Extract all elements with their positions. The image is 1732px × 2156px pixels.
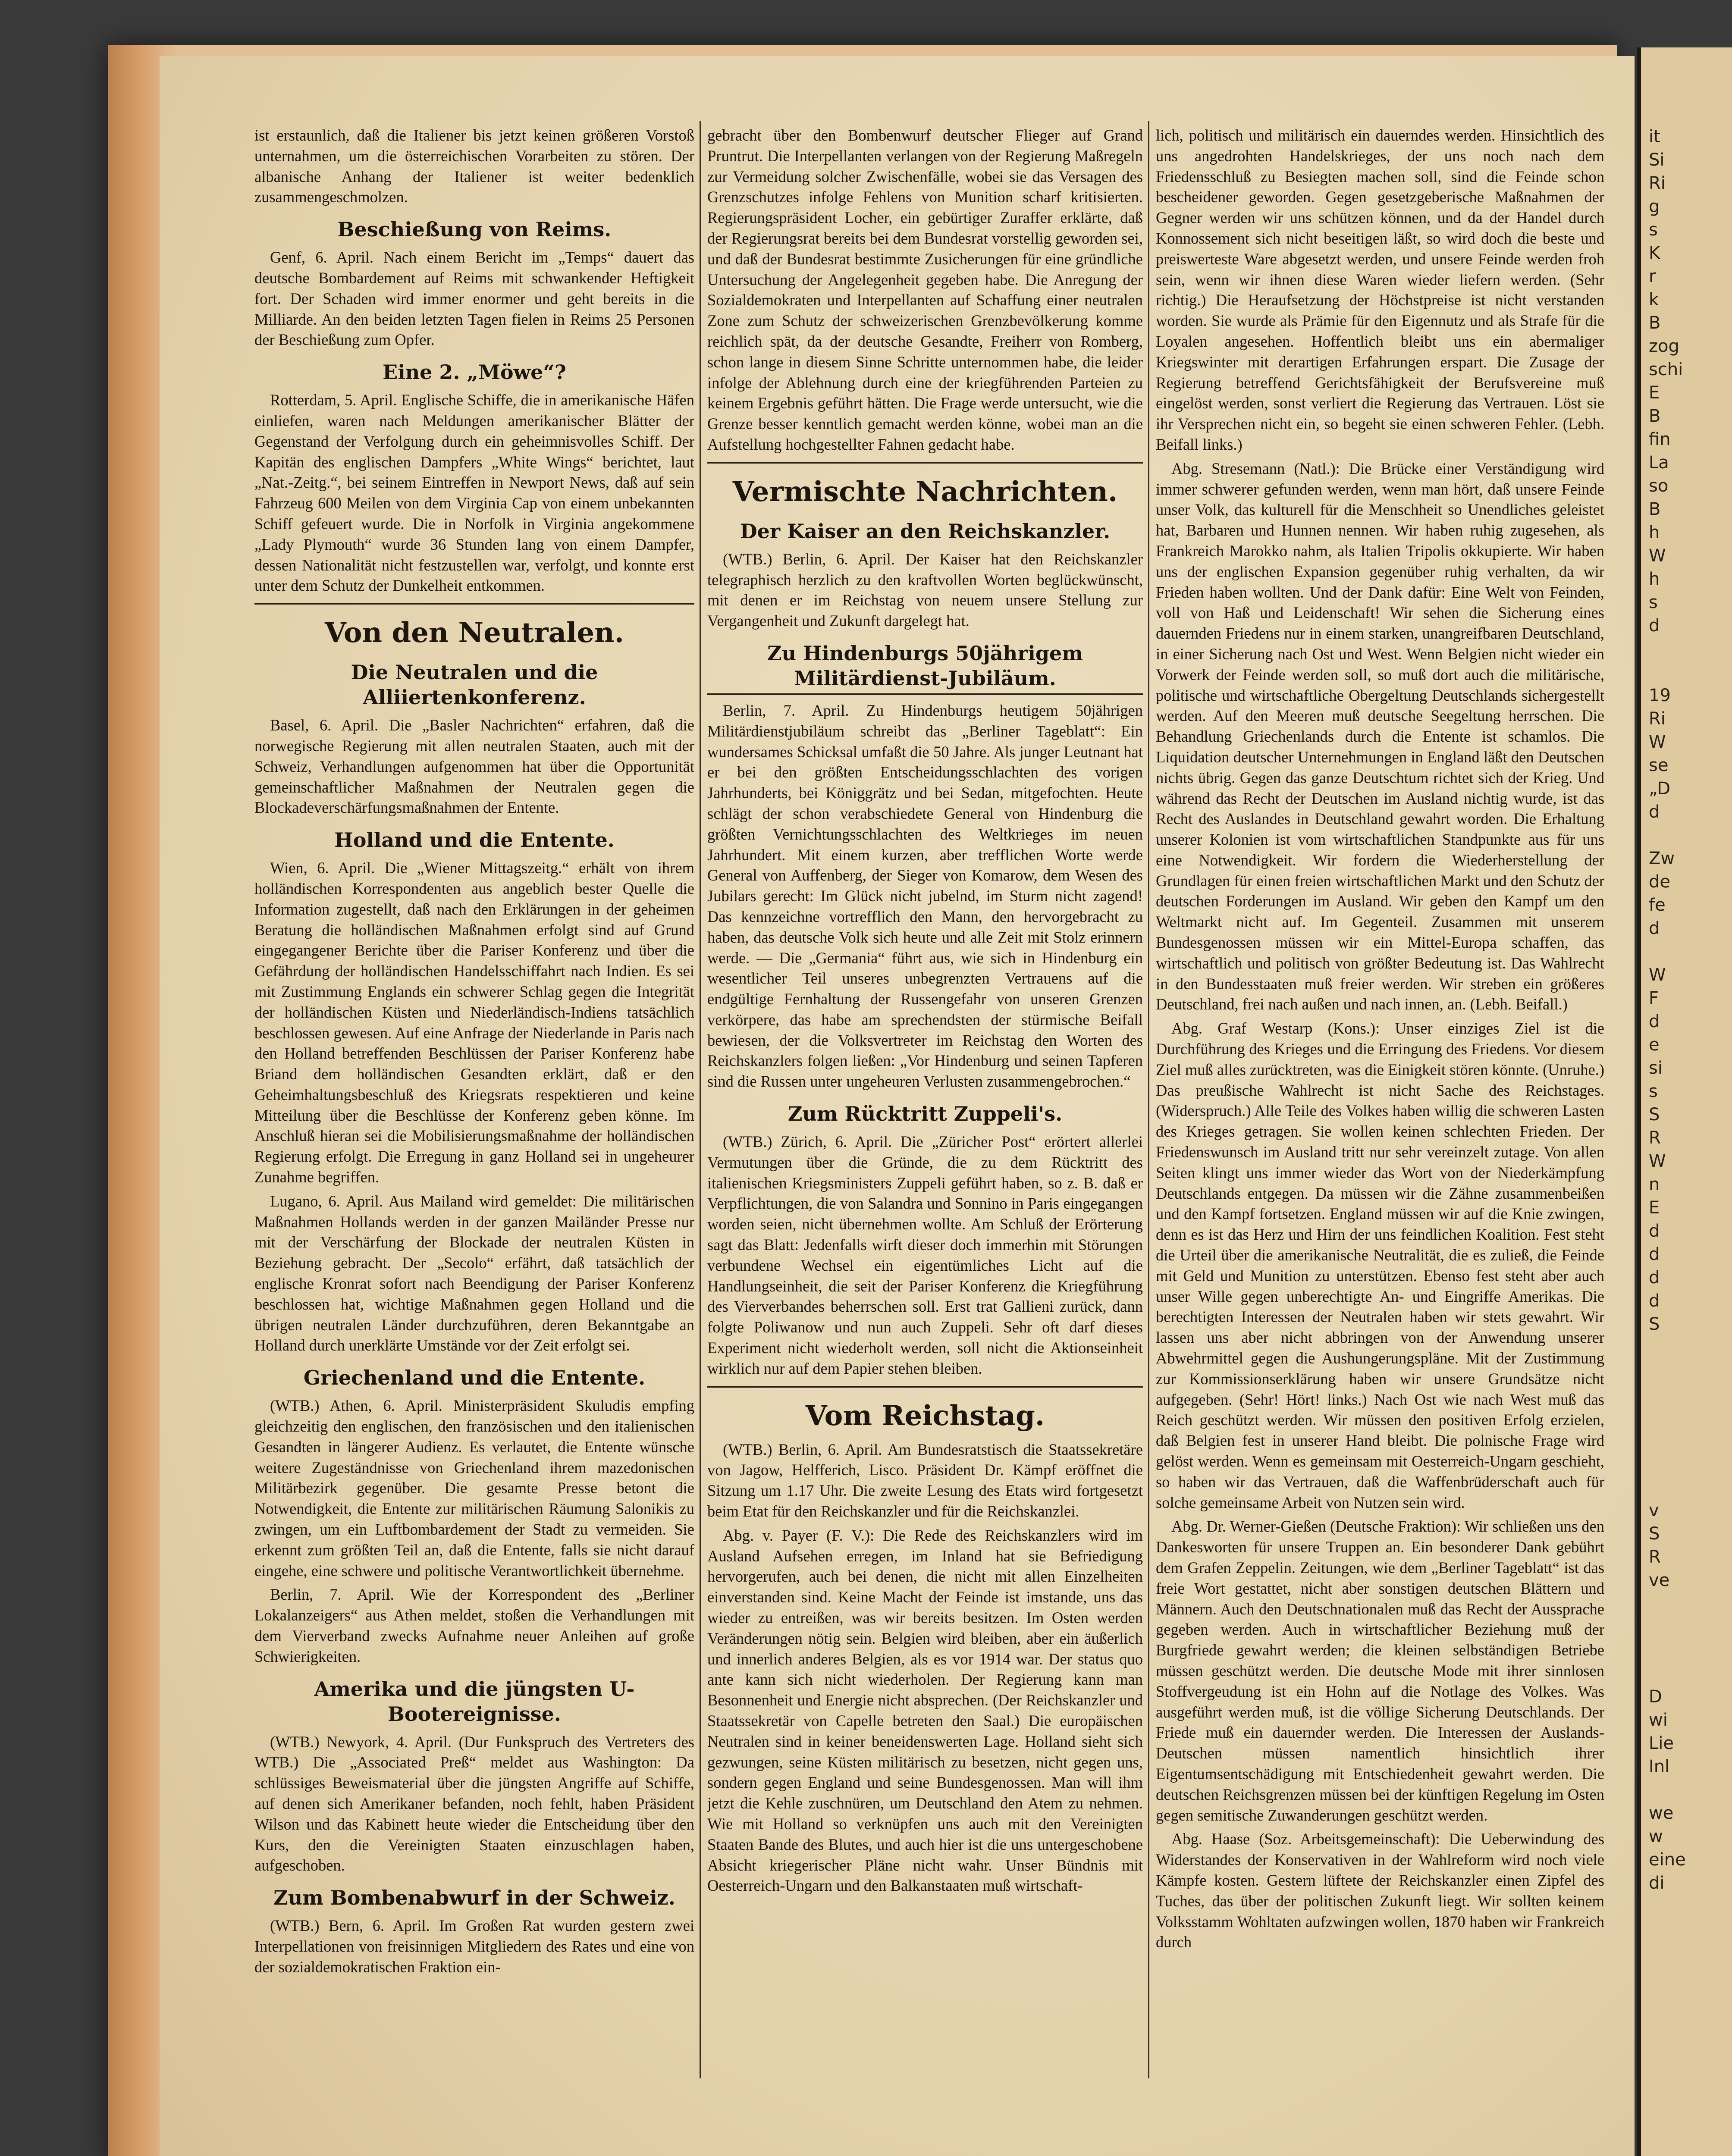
article-text: Abg. Dr. Werner-Gießen (Deutsche Fraktion): Wir schließen uns den Dankesworten für unsere Truppen an. Ein besonderer Dank gebührt dem Grafen Zeppelin. Zeitungen, wie dem „Berliner Tageblatt“ ist das freie Wort gestattet, nicht aber sonstigen deutschen Blättern und Männern. Auch den Deutschnationalen muß das Recht der Aussprache gegeben werden. Auch in wirtschaftlicher Beziehung muß der Burgfriede gewahrt werden; die kleinen selbständigen Betriebe müssen geschützt werden. Die deutsche Mode mit ihrer sinnlosen Stoffvergeudung ist ein Hohn auf die Notlage des Volkes. Was ausgeführt werden muß, ist die völlige Sicherung Deutschlands. Der Friede muß ein dauernder werden. Die Interessen der Auslands-Deutschen müssen namentlich hinsichtlich ihrer Eigentumsentschädigung mit Entschiedenheit gewahrt werden. Die deutschen Reichsgrenzen müssen bei der künftigen Regelung im Osten gegen semitische Zuwanderungen geschützt werden. [1156,1517,1604,1824]
article-text: Berlin, 7. April. Wie der Korrespondent des „Berliner Lokalanzeigers“ aus Athen meldet, stoßen die Verhandlungen mit dem Vierverband zwecks Aufnahme neuer Anleihen auf große Schwierigkeiten. [254,1586,694,1665]
section-title-misc: Vermischte Nachrichten. [732,475,1118,508]
column-rule [1148,121,1149,2078]
article-text: lich, politisch und militärisch ein dauerndes werden. Hinsichtlich des uns angedrohten Handelskrieges, der uns noch nach dem Friedensschluß zu Besiegten machen soll, sind die Feinde schon bescheidener geworden. Gegen gesetzgeberische Maßnahmen der Gegner werden wir uns schützen können, und da der Handel durch Konnossement sich nicht beseitigen läßt, so wird doch die beste und preiswerteste Ware abgesetzt werden, und unsere Feinde werden froh sein, wenn wir ihnen diese Waren wieder liefern werden. (Sehr richtig.) Die Heraufsetzung der Höchstpreise ist nicht verstanden worden. Sie wurde als Prämie für den Eigennutz und als Strafe für die Loyalen angesehen. Hoffentlich bleibt uns ein abermaliger Kriegswinter mit derartigen Erfahrungen erspart. Die Zusage der Regierung betreffend Gerichtsfähigkeit der Berufsvereine muß eingelöst werden, sonst verliert die Regierung das Vertrauen. Löst sie ihr Versprechen nicht ein, so begeht sie einen schweren Fehler. (Lebh. Beifall links.) [1156,126,1604,453]
article-text: (WTB.) Berlin, 6. April. Am Bundesratstisch die Staatssekretäre von Jagow, Helfferich, Lisco. Präsident Dr. Kämpf eröffnet die Sitzung um 1.17 Uhr. Die zweite Lesung des Etats wird fortgesetzt beim Etat für den Reichskanzler und für die Reichskanzlei. [707,1440,1143,1520]
headline-america: Amerika und die jüngsten U-Bootereignisse. [314,1677,635,1726]
headline-holland: Holland und die Entente. [334,828,615,852]
headline-reims: Beschießung von Reims. [337,218,612,241]
article-text: (WTB.) Newyork, 4. April. (Dur Funkspruch des Vertreters des WTB.) Die „Associated Preß“ meldet aus Washington: Da schlüssiges Beweismaterial über die jüngsten Angriffe auf Schiffe, auf denen sich Amerikaner befanden, noch fehlt, haben Präsident Wilson und das Kabinett heute wieder die Entscheidung über den Kurs, den die Vereinigten Staaten einzuschlagen haben, aufgeschoben. [254,1733,694,1874]
article-text: (WTB.) Bern, 6. April. Im Großen Rat wurden gestern zwei Interpellationen von freisinnigen Mitgliedern des Rates und eine von der sozialdemokratischen Fraktion ein- [254,1917,694,1976]
next-page-edge [1637,47,1732,2156]
section-divider [254,603,694,605]
article-text: (WTB.) Athen, 6. April. Ministerpräsident Skuludis empfing gleichzeitig den englischen, den französischen und den italienischen Gesandten in längerer Audienz. Es verlautet, die Entente wünsche weitere Zugeständnisse von Griechenland ihrem mazedonischen Militärbezirk gegenüber. Die gesamte Presse betont die Notwendigkeit, die Entente zur militärischen Räumung Salonikis zu zwingen, um ein Luftbombardement der Stadt zu vermeiden. Sie erkennt zum größten Teil an, daß die Entente, falls sie nicht darauf eingehe, eine schwere und politische Verantwortlichkeit übernehme. [254,1397,694,1579]
headline-neutrals-conference: Die Neutralen und die Alliiertenkonferenz. [351,661,598,709]
section-divider [707,462,1143,464]
article-text: Abg. Graf Westarp (Kons.): Unser einziges Ziel ist die Durchführung des Krieges und die Erringung des Friedens. Vor diesem Ziel muß alles zurücktreten, was die Einigkeit stören könnte. (Unruhe.) Das preußische Wahlrecht ist nicht Sache des Reichstages. (Widerspruch.) Alle Teile des Volkes haben willig die schweren Lasten des Krieges getragen. Sie wollen keinen schlechten Frieden. Der Friedenswunsch im Ausland tritt nur sehr vereinzelt zutage. Von allen Seiten klingt uns immer wieder das Wort von der Niederkämpfung Deutschlands entgegen. Da müssen wir die Zähne zusammenbeißen und den Kampf fortsetzen. England müssen wir auf die Knie zwingen, denn es ist das Herz und Hirn der uns feindlichen Koalition. Fest steht die Urteil über die amerikanische Neutralität, die es zuließ, die Feinde mit Geld und Munition zu unterstützen. Ebenso fest steht aber auch unser Wille gegen unberechtigte An- und Eingriffe Amerikas. Die berechtigten Interessen der Neutralen haben wir stets gewahrt. Wir lassen uns aber nicht abbringen von der Anwendung unserer Abwehrmittel gegen die Aushungerungspläne. Mit der Zustimmung zur Kommissionserklärung haben wir unsere Grundsätze nicht aufgegeben. (Sehr! Hört! links.) Nach Ost wie nach West muß das Reich geschützt werden. Wir müssen den positiven Erfolg erzielen, daß Belgien fest in unserer Hand bleibt. Die polnische Frage wird gelöst werden. Wenn es gemeinsam mit Oesterreich-Ungarn geschieht, so haben wir das Vertrauen, daß die Waffenbrüderschaft auch für solche gemeinsame Arbeit von Nutzen sein wird. [1156,1019,1604,1511]
column-1 [254,125,694,2074]
headline-moewe: Eine 2. „Möwe“? [383,360,566,384]
section-title-neutrals: Von den Neutralen. [325,617,624,649]
article-text: Berlin, 7. April. Zu Hindenburgs heutigem 50jährigen Militärdienstjubiläum schreibt das „Berliner Tageblatt“: Ein wundersames Schicksal umfaßt die 50 Jahre. Als junger Leutnant hat er bei den größten Entscheidungsschlachten des vorigen Jahrhunderts, bei Königgrätz und bei Sedan, mitgefochten. Heute schlägt der schon verabschiedete General von Hindenburg die größten Vernichtungsschlachten des Weltkrieges im neuen Jahrhundert. Mit einem kurzen, aber trefflichen Worte werde General von Auffenberg, der Sieger von Komarow, dem Wesen des Jubilars gerecht: Im Glück nicht jubelnd, im Sturm nicht zagend! Das kennzeichne vortrefflich den Mann, den hervorgebracht zu haben, das deutsche Volk sich heute und alle Zeit mit Stolz erinnern werde. — Die „Germania“ führt aus, wie sich in Hindenburg ein wesentlicher Teil unseres unbegrenzten Vertrauens auf die endgültige Fernhaltung der Russengefahr von unseren Grenzen verkörpere, das habe am sprechendsten der stürmische Beifall bewiesen, der die Volksvertreter im Reichstag den Worten des Reichskanzlers folgen ließen: „Vor Hindenburg und seinen Tapferen sind die Russen unter ungeheuren Verlusten zusammengebrochen.“ [707,701,1143,1091]
column-2 [707,125,1143,2074]
article-text: gebracht über den Bombenwurf deutscher Flieger auf Grand Pruntrut. Die Interpellanten verlangen von der Regierung Maßregeln zur Vermeidung solcher Zwischenfälle, wobei sie das Versagen des Grenzschutzes infolge Fehlens von Munition scharf kritisierten. Regierungspräsident Locher, ein gebürtiger Zuraffer erklärte, daß der Regierungsrat bereits bei dem Bundesrat vorstellig geworden sei, und daß der Bundesrat bestimmte Zusicherungen für eine gründliche Untersuchung der Angelegenheit gegeben habe. Die Anregung der Sozialdemokraten und Interpellanten auf Schaffung einer neutralen Zone zum Schutz der schweizerischen Grenzbevölkerung komme reichlich spät, da der deutsche Gesandte, Freiherr von Romberg, schon lange in diesem Sinne Schritte unternommen habe, die leider infolge der Ablehnung durch eine der kriegführenden Parteien zu keinem Ergebnis geführt hätten. Die Frage werde untersucht, wie die Grenze besser kenntlich gemacht werden könne, wobei man an die Aufstellung hochgestellter Fahnen gedacht habe. [707,126,1143,453]
column-3 [1156,125,1604,2074]
section-divider [707,1386,1143,1388]
article-text: ist erstaunlich, daß die Italiener bis jetzt keinen größeren Vorstoß unternahmen, um die österreichischen Vorarbeiten zu stören. Der albanische Anhang der Italiener ist weiter bedenklich zusammengeschmolzen. [254,126,694,206]
article-text: Abg. Haase (Soz. Arbeitsgemeinschaft): Die Ueberwindung des Widerstandes der Konservativen in der Wahlreform wird noch viele Kämpfe kosten. Gestern lüftete der Reichskanzler einen Zipfel des Tuches, das über der politischen Zukunft liegt. Wir sollten keinem Volksstamm Wohltaten aufzwingen wollen, 1870 haben wir Frankreich durch [1156,1830,1604,1951]
article-text: Basel, 6. April. Die „Basler Nachrichten“ erfahren, daß die norwegische Regierung mit allen neutralen Staaten, auch mit der Schweiz, Verhandlungen aufgenommen hat über die Opportunität gemeinschaftlicher Maßnahmen der Neutralen gegen die Blockadeverschärfungsmaßnahmen der Entente. [254,716,694,817]
article-text: (WTB.) Berlin, 6. April. Der Kaiser hat den Reichskanzler telegraphisch herzlich zu den kraftvollen Worten beglückwünscht, mit denen er im Reichstag von neuem unsere Stellung zur Vergangenheit und Zukunft dargelegt hat. [707,550,1143,630]
headline-zuppeli: Zum Rücktritt Zuppeli's. [788,1102,1063,1126]
headline-hindenburg: Zu Hindenburgs 50jährigem Militärdienst-Jubiläum. [707,641,1143,695]
headline-greece: Griechenland und die Entente. [303,1366,646,1390]
article-text: Abg. v. Payer (F. V.): Die Rede des Reichskanzlers wird im Ausland Aufsehen erregen, im Inland hat sie Befriedigung hervorgerufen, auch bei denen, die nicht mit allen Einzelheiten einverstanden sind. Keine Macht der Feinde ist imstande, uns das wieder zu entreißen, was wir bereits besitzen. Im Osten werden Veränderungen nötig sein. Belgien wird bleiben, aber ein äußerlich und innerlich anderes Belgien, als es vor 1914 war. Der status quo ante kann sich nicht wiederholen. Der Regierung kann man Besonnenheit und Energie nicht absprechen. (Der Reichskanzler und Staatssekretär von Capelle betreten den Saal.) Die europäischen Neutralen sind in keiner beneidenswerten Lage. Holland sieht sich gezwungen, seine Küsten militärisch zu besetzen, nicht gegen uns, sondern gegen England und seine Bundesgenossen. Man will ihm jetzt die Kehle zuschnüren, um Deutschland den Atem zu nehmen. Wie mit Holland so verknüpfen uns auch mit den Vereinigten Staaten Bande des Blutes, und auch hier ist die uns untergeschobene Absicht kriegerischer Pläne nicht wahr. Unser Bündnis mit Oesterreich-Ungarn und den Balkanstaaten muß wirtschaft- [707,1526,1143,1895]
headline-bomb: Zum Bombenabwurf in der Schweiz. [273,1886,675,1910]
article-text: Rotterdam, 5. April. Englische Schiffe, die in amerikanische Häfen einliefen, waren nach Meldungen amerikanischer Blätter der Gegenstand der Verfolgung durch ein geheimnisvolles Schiff. Der Kapitän des englischen Dampfers „White Wings“ berichtet, laut „Nat.-Zeitg.“, bei seinem Eintreffen in Newport News, daß auf sein Fahrzeug 600 Meilen von dem Virginia Cap von einem unbekannten Schiff gefeuert wurde. Die in Norfolk in Virginia angekommene „Lady Plymouth“ wurde 36 Stunden lang von einem Dampfer, dessen Nationalität nicht festzustellen war, verfolgt, und konnte erst unter dem Schutz der Dunkelheit entkommen. [254,391,694,595]
article-text: Lugano, 6. April. Aus Mailand wird gemeldet: Die militärischen Maßnahmen Hollands werden in der ganzen Mailänder Presse nur mit der Verschärfung der Blockade der neutralen Küsten in Beziehung gebracht. Der „Secolo“ erfährt, daß tatsächlich der englische Kronrat sofort nach Beendigung der Pariser Konferenz beschlossen hat, wichtige Maßnahmen gegen Holland und die übrigen neutralen Länder durchzuführen, deren Bekanntgabe an Holland durch unerklärte Umstände vor der Zeit erfolgt sei. [254,1192,694,1354]
article-text: Wien, 6. April. Die „Wiener Mittagszeitg.“ erhält von ihrem holländischen Korrespondenten aus angeblich bester Quelle die Information zugestellt, daß nach den Erklärungen in der geheimen Beratung die holländischen Maßnahmen erfolgt sind auf Grund eingegangener Berichte über die Pariser Konferenz und über die Gefährdung der holländischen Handelsschiffahrt nach Indien. Es sei mit Zustimmung Englands ein schwerer Schlag gegen die Integrität der holländischen Küsten und Niederländisch-Indiens tatsächlich beschlossen gewesen. Auf eine Anfrage der Niederlande in Paris nach den Holland betreffenden Beschlüssen der Pariser Konferenz habe Briand dem holländischen Gesandten erklärt, daß er den Geheimhaltungsbeschluß des Kriegsrats respektieren und keine Mitteilung über die Beschlüsse der Konferenz geben könne. Im Anschluß hieran sei die Mobilisierungsmaßnahme der holländischen Regierung erfolgt. Die Erregung in ganz Holland sei in ungeheurer Zunahme begriffen. [254,859,694,1186]
column-rule [700,121,701,2078]
section-title-reichstag: Vom Reichstag. [805,1399,1045,1432]
article-text: (WTB.) Zürich, 6. April. Die „Züricher Post“ erörtert allerlei Vermutungen über die Gründe, die zu dem Rücktritt des italienischen Kriegsministers Zuppeli geführt haben, so z. B. daß er Verpflichtungen, die von Salandra und Sonnino in Paris eingegangen worden seien, nicht übernehmen wollte. Am Schluß der Erörterung sagt das Blatt: Jedenfalls wirft dieser doch immerhin mit Störungen verbundene Wechsel ein eigentümliches Licht auf die Handlungseinheit, die seit der Pariser Konferenz die Kriegführung des Vierverbandes beherrschen soll. Erst trat Gallieni zurück, dann folgte Poliwanow und nun auch Zuppeli. Sehr oft darf dieses Experiment nicht wiederholt werden, soll nicht die Aktionseinheit wirklich nur auf dem Papier stehen bleiben. [707,1133,1143,1377]
headline-kaiser: Der Kaiser an den Reichskanzler. [740,519,1111,543]
article-text: Genf, 6. April. Nach einem Bericht im „Temps“ dauert das deutsche Bombardement auf Reims mit schwankender Heftigkeit fort. Der Schaden wird immer enormer und geht bereits in die Milliarde. An den beiden letzten Tagen fielen in Reims 25 Personen der Beschießung zum Opfer. [254,248,694,349]
article-text: Abg. Stresemann (Natl.): Die Brücke einer Verständigung wird immer schwerer gefunden werden, wenn man hört, daß unsere Feinde unser Volk, das kulturell für die Menschheit so Unendliches geleistet hat, Barbaren und Hunnen nennen. Wir haben ruhig zugesehen, als Frankreich Marokko nahm, als Italien Tripolis okkupierte. Wir haben uns der englischen Expansion gegenüber ruhig verhalten, da wir Frieden haben wollten. Und der Dank dafür: Eine Welt von Feinden, voll von Haß und Leidenschaft! Wir sehen die Sicherung eines dauernden Friedens nur in einem starken, unangreifbaren Deutschland, in einer Sicherung nach Ost und West. Wenn Belgien nicht wieder ein Vorwerk der Feinde werden soll, so muß dort auch die militärische, politische und wirtschaftliche Obergeltung Deutschlands sichergestellt werden. Auf den Meeren muß deutsche Seegeltung herrschen. Die Behandlung Griechenlands durch die Entente ist schamlos. Die Liquidation deutscher Unternehmungen in England läßt den Deutschen nichts übrig. Gegen das ganze Deutschtum richtet sich der Krieg. Und während das Recht der Deutschen im Ausland nichtig wurde, ist das Recht des Auslandes in Deutschland gewahrt worden. Die Erhaltung unserer Kolonien ist vom wirtschaftlichen Standpunkte aus für uns eine Notwendigkeit. Wir fordern die Wiederherstellung der Grundlagen für einen freien wirtschaftlichen Markt und den Schutz der deutschen Forderungen im Ausland. Wir geben den Kampf um den Weltmarkt nicht auf. Im Gegenteil. Zusammen mit unserem Bundesgenossen müssen wir ein Mittel-Europa schaffen, das wirtschaftlich und politisch von größter Bedeutung ist. Das Wahlrecht in den Bundesstaaten muß freier werden. Wir streben ein größeres Deutschland, frei nach außen und nach innen, an. (Lebh. Beifall.) [1156,459,1604,1013]
next-page-fragment-text: it Si Ri g s K r k B zog schi E B fin La so B h W h s d 19 Ri W se „D d Zw de fe d W F d e si s S R W n E d d d d S v S R ve D wi Lie Inl we w eine di [1649,127,1686,1893]
